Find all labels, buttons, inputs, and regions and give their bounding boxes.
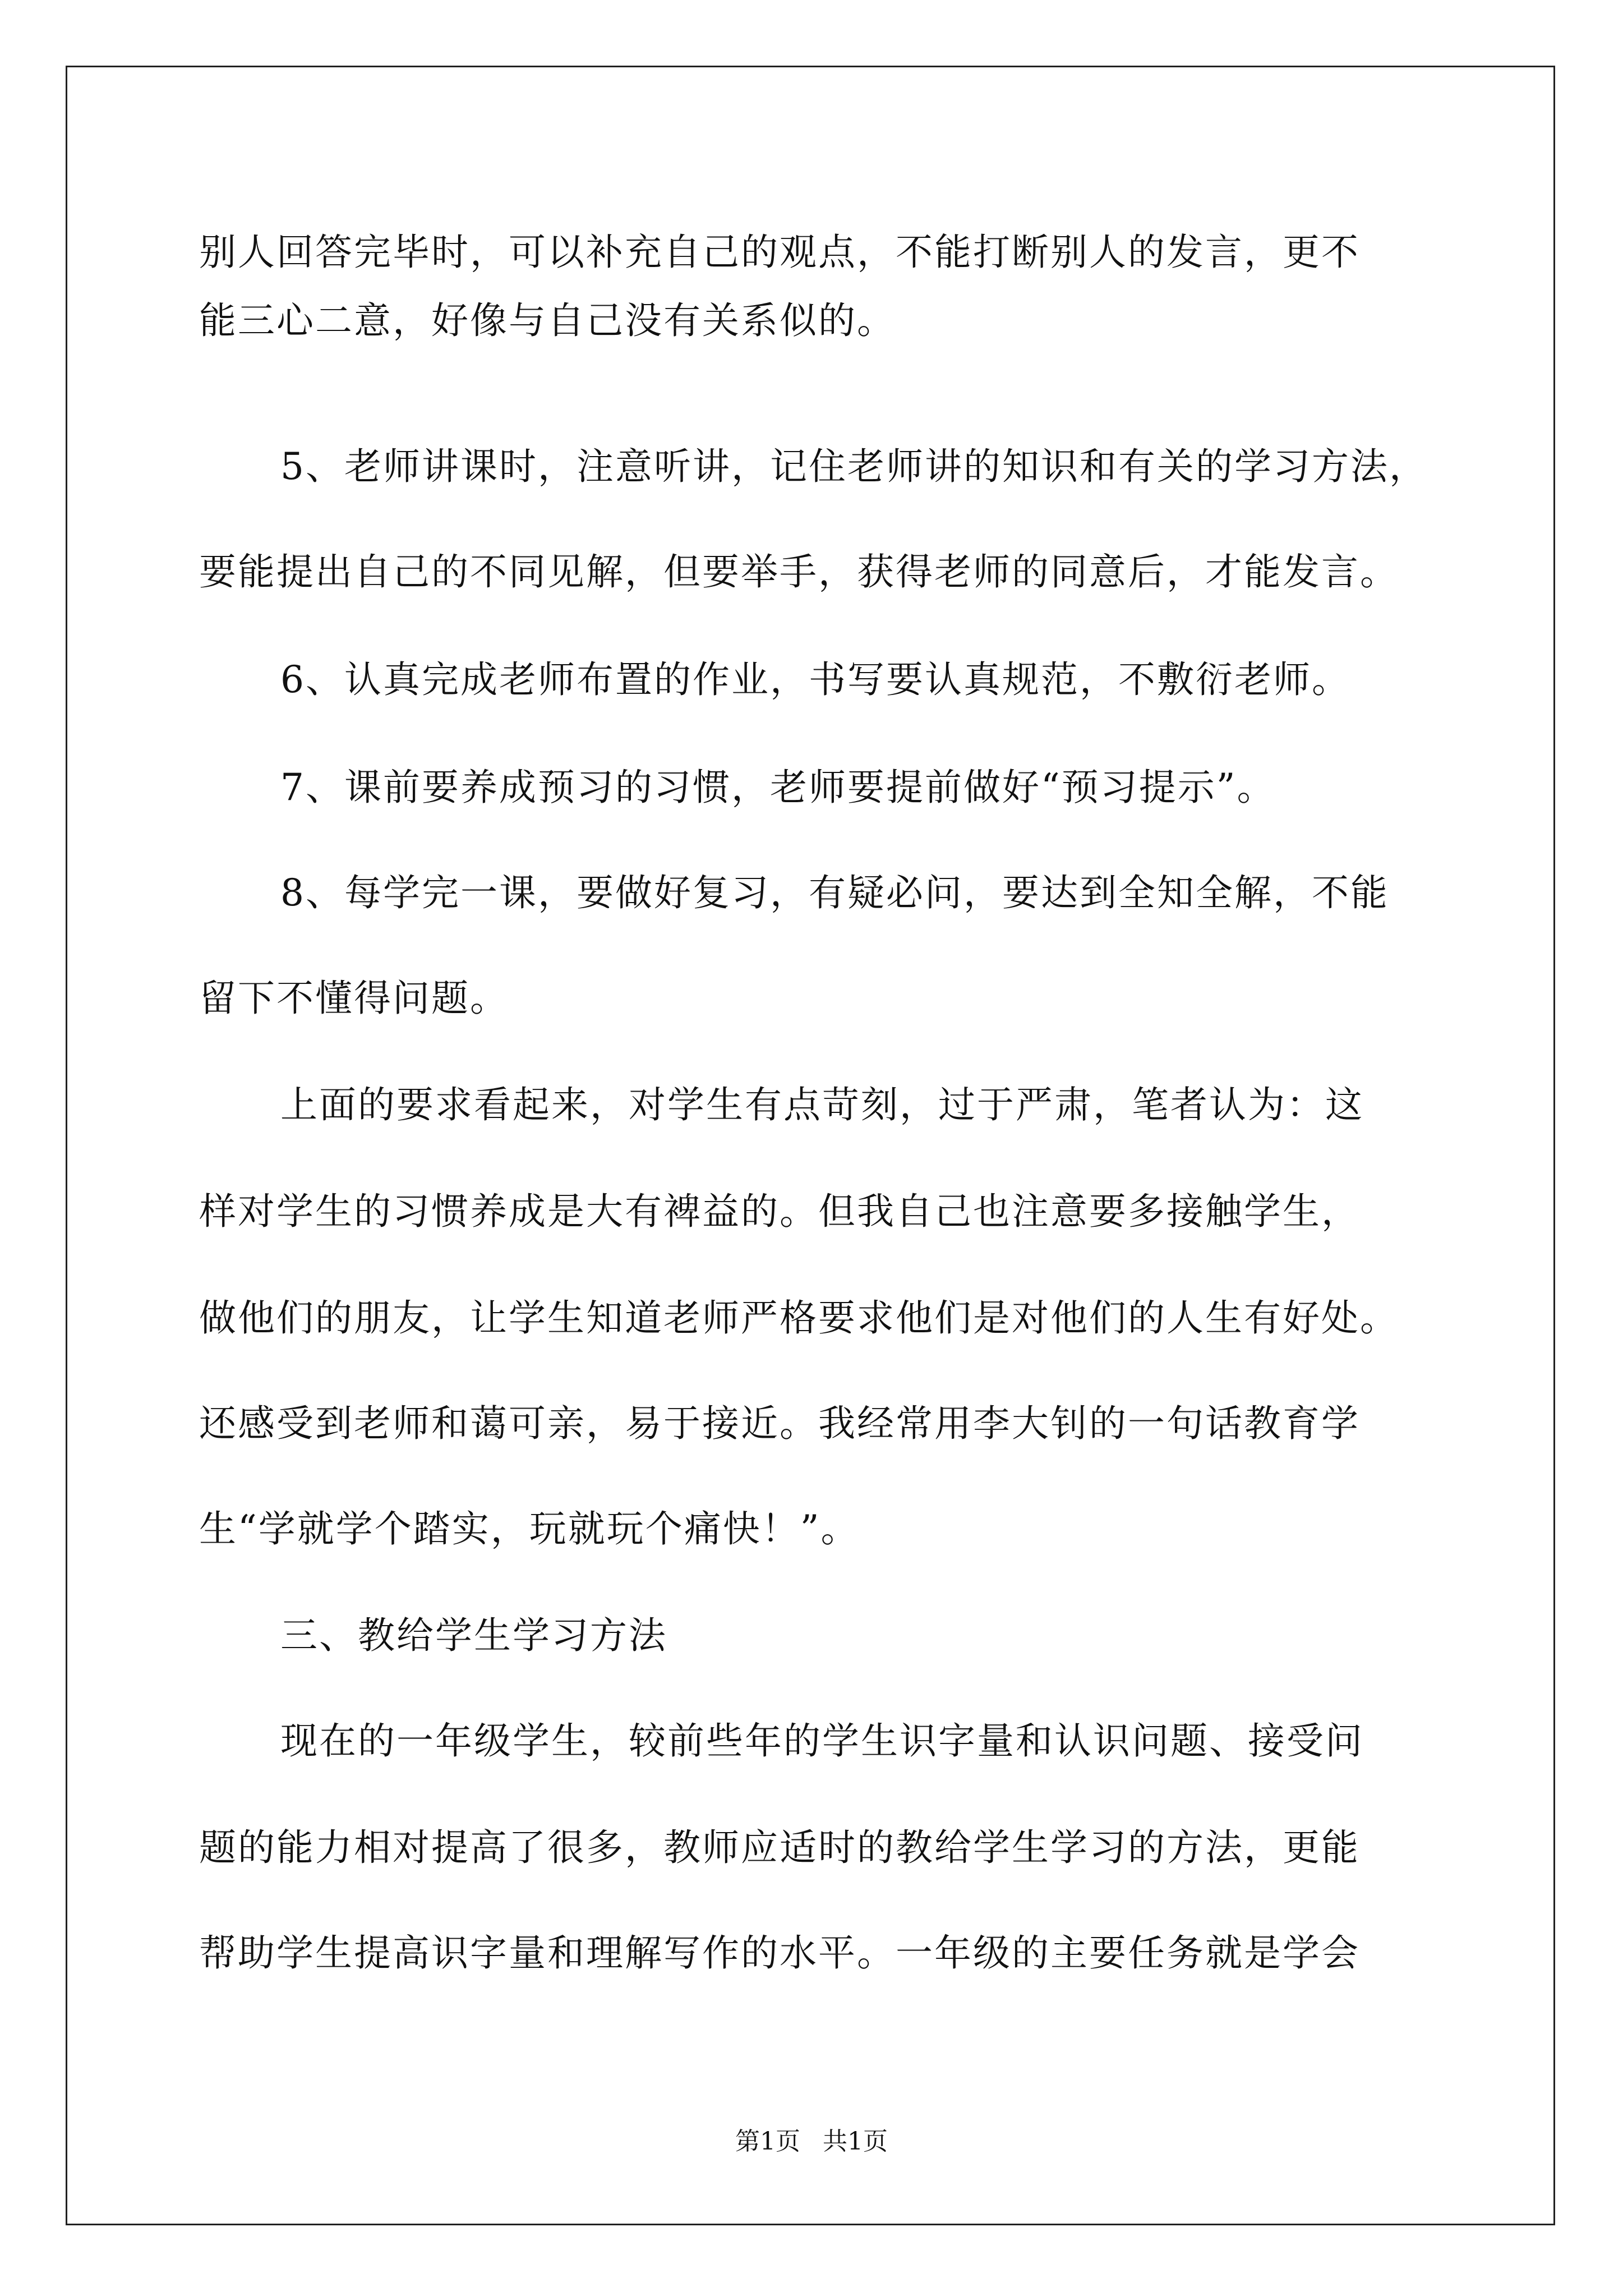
text-line: 7、课前要养成预习的习惯，老师要提前做好“预习提示”。 bbox=[280, 766, 1276, 809]
text-line: 能三心二意，好像与自己没有关系似的。 bbox=[199, 299, 896, 342]
page-total: 共1页 bbox=[823, 2127, 888, 2156]
text-line: 现在的一年级学生，较前些年的学生识字量和认识问题、接受问 bbox=[280, 1719, 1364, 1763]
page-number: 第1页 bbox=[735, 2127, 800, 2156]
text-line: 样对学生的习惯养成是大有裨益的。但我自己也注意要多接触学生， bbox=[199, 1190, 1360, 1233]
text-line: 还感受到老师和蔼可亲，易于接近。我经常用李大钊的一句话教育学 bbox=[199, 1402, 1360, 1445]
text-line: 要能提出自己的不同见解，但要举手，获得老师的同意后，才能发言。 bbox=[199, 550, 1399, 593]
text-line: 题的能力相对提高了很多，教师应适时的教给学生学习的方法，更能 bbox=[199, 1826, 1360, 1869]
text-line: 6、认真完成老师布置的作业，书写要认真规范，不敷衍老师。 bbox=[280, 658, 1350, 701]
text-line: 帮助学生提高识字量和理解写作的水平。一年级的主要任务就是学会 bbox=[199, 1931, 1360, 1975]
text-line: 生“学就学个踏实，玩就玩个痛快！”。 bbox=[199, 1507, 860, 1550]
text-line: 做他们的朋友，让学生知道老师严格要求他们是对他们的人生有好处。 bbox=[199, 1296, 1399, 1340]
text-line: 8、每学完一课，要做好复习，有疑必问，要达到全知全解，不能 bbox=[280, 871, 1389, 914]
text-line: 上面的要求看起来，对学生有点苛刻，过于严肃，笔者认为：这 bbox=[280, 1083, 1364, 1126]
text-line: 别人回答完毕时，可以补充自己的观点，不能打断别人的发言，更不 bbox=[199, 231, 1360, 274]
page-footer bbox=[0, 2126, 1623, 2157]
text-line: 5、老师讲课时，注意听讲，记住老师讲的知识和有关的学习方法， bbox=[280, 445, 1428, 488]
page-border bbox=[66, 66, 1555, 2225]
text-line: 留下不懂得问题。 bbox=[199, 977, 509, 1020]
section-heading: 三、教给学生学习方法 bbox=[280, 1614, 667, 1657]
